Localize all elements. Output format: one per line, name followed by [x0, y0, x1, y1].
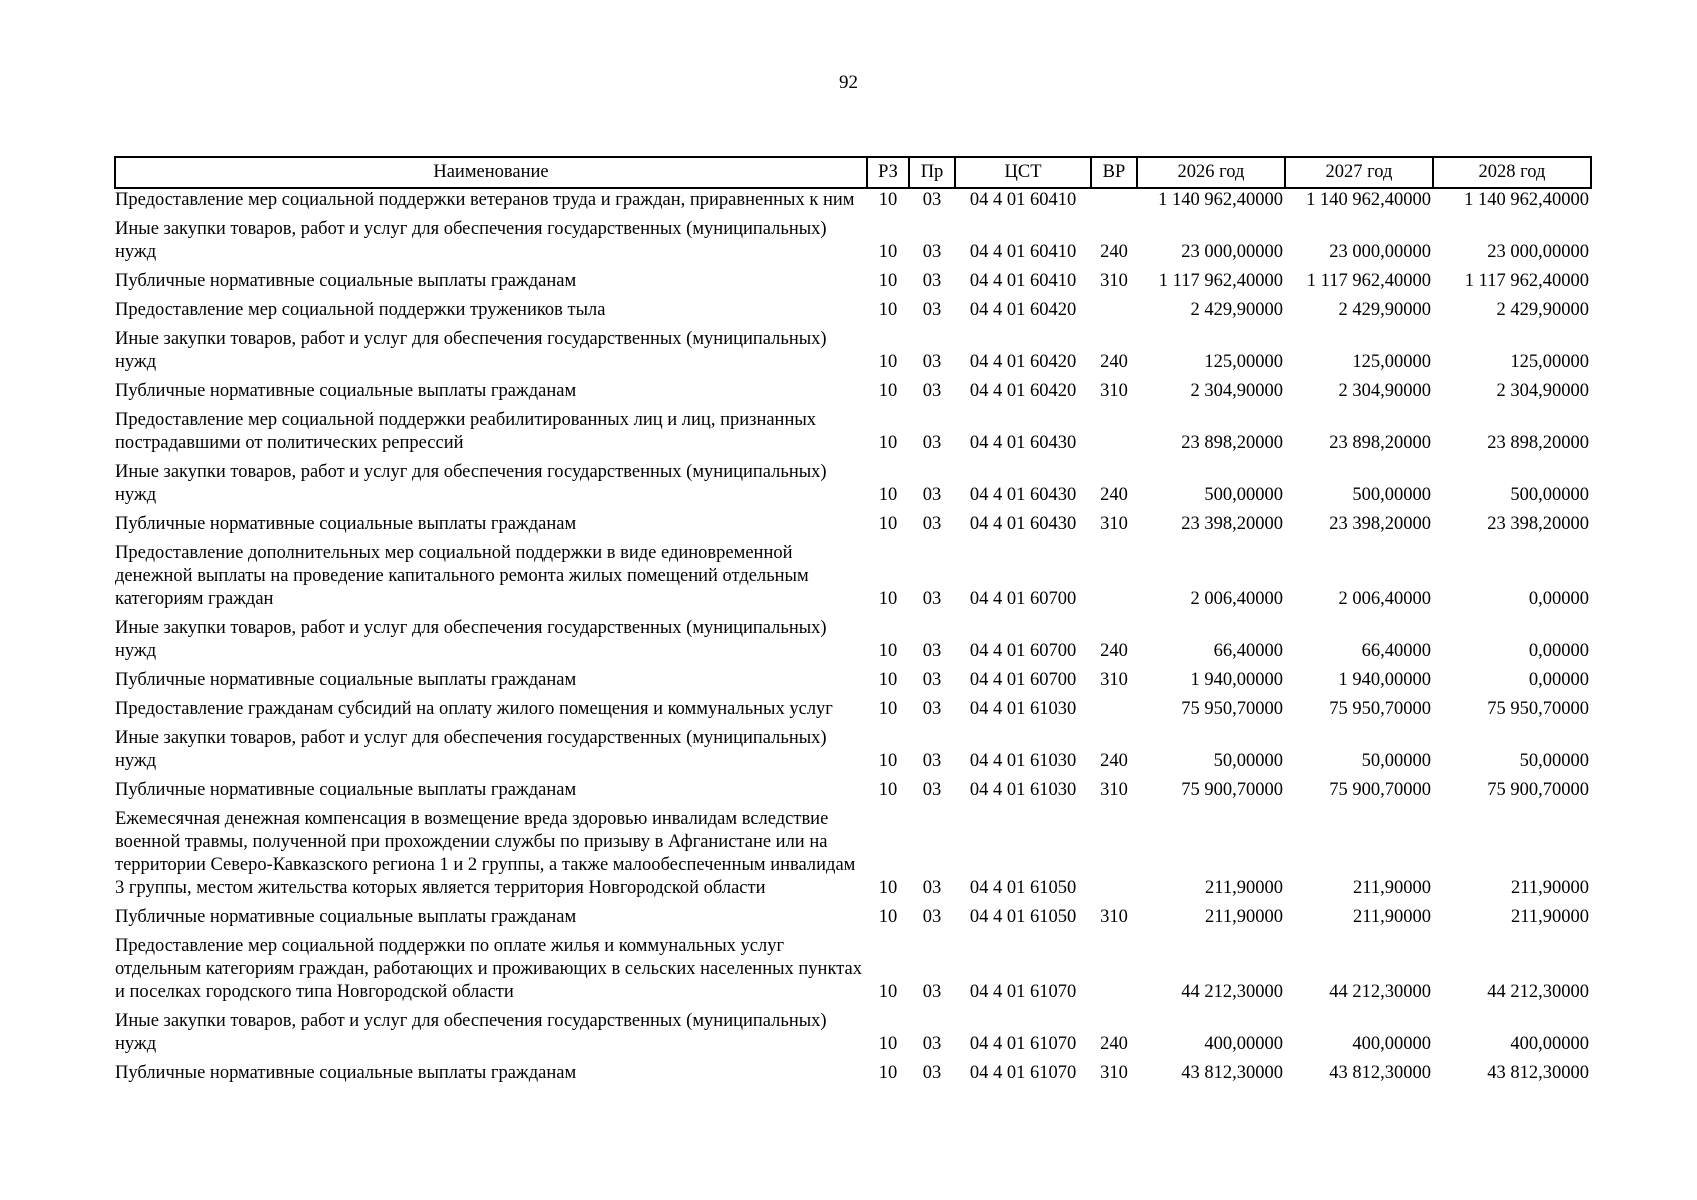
cell-vr: 310: [1100, 1063, 1128, 1083]
header-cst: ЦСТ: [955, 157, 1091, 188]
cell-2027: 66,40000: [1361, 641, 1431, 661]
cell-vr: 310: [1100, 670, 1128, 690]
table-row: [115, 188, 1591, 218]
cell-2026: 75 900,70000: [1181, 780, 1283, 800]
cell-cst: 04 4 01 61030: [969, 751, 1077, 771]
cell-vr: [1091, 409, 1137, 461]
table-row: [115, 299, 1591, 328]
table-row: [115, 270, 1591, 299]
table-row: [115, 669, 1591, 698]
cell-cst: 04 4 01 60420: [969, 352, 1077, 372]
header-2028: 2028 год: [1433, 157, 1591, 188]
cell-pr: 03: [922, 352, 942, 372]
cell-2026: 50,00000: [1213, 751, 1283, 771]
cell-2026: 2 304,90000: [1190, 381, 1283, 401]
cell-2028: 75 900,70000: [1487, 780, 1589, 800]
cell-pr: 03: [922, 271, 942, 291]
cell-vr: 240: [1100, 641, 1128, 661]
cell-cst: 04 4 01 60420: [969, 381, 1077, 401]
cell-2026: 211,90000: [1205, 907, 1283, 927]
cell-vr: [1091, 808, 1137, 906]
cell-2028: 23 398,20000: [1487, 514, 1589, 534]
cell-vr: [1091, 698, 1137, 727]
cell-vr: 310: [1100, 271, 1128, 291]
table-row: [115, 461, 1591, 513]
cell-rz: 10: [878, 589, 898, 609]
table-row: [115, 380, 1591, 409]
cell-name: Публичные нормативные социальные выплаты гражданам: [115, 271, 577, 291]
cell-pr: 03: [922, 589, 942, 609]
cell-cst: 04 4 01 60430: [969, 485, 1077, 505]
table-row: [115, 617, 1591, 669]
cell-2027: 23 398,20000: [1329, 514, 1431, 534]
cell-name: Иные закупки товаров, работ и услуг для обеспечения государственных (муниципальных) нужд: [115, 1011, 827, 1054]
table-row: [115, 409, 1591, 461]
cell-2027: 2 006,40000: [1338, 589, 1431, 609]
header-2027: 2027 год: [1285, 157, 1433, 188]
cell-name: Иные закупки товаров, работ и услуг для обеспечения государственных (муниципальных) нужд: [115, 618, 827, 661]
cell-cst: 04 4 01 60430: [969, 433, 1077, 453]
cell-2027: 1 940,00000: [1338, 670, 1431, 690]
cell-2028: 1 140 962,40000: [1464, 190, 1589, 210]
cell-2026: 211,90000: [1205, 878, 1283, 898]
cell-vr: 310: [1100, 907, 1128, 927]
cell-vr: [1091, 188, 1137, 218]
cell-pr: 03: [922, 300, 942, 320]
cell-name: Публичные нормативные социальные выплаты гражданам: [115, 1063, 577, 1083]
cell-name: Иные закупки товаров, работ и услуг для обеспечения государственных (муниципальных) нужд: [115, 329, 827, 372]
cell-rz: 10: [878, 1063, 898, 1083]
cell-rz: 10: [878, 780, 898, 800]
cell-pr: 03: [922, 878, 942, 898]
cell-cst: 04 4 01 60410: [969, 190, 1077, 210]
table-body: [115, 188, 1591, 1091]
cell-2028: 2 304,90000: [1496, 381, 1589, 401]
cell-name: Ежемесячная денежная компенсация в возмещение вреда здоровью инвалидам вследствие военной травмы, полученной при прохождении службы по призыву в Афганистане или на территории Северо-Кавказского региона 1 и 2 группы, а также малообеспеченным инвалидам 3 группы, местом жительства которых является территория Новгородской области: [115, 809, 856, 898]
cell-name: Иные закупки товаров, работ и услуг для обеспечения государственных (муниципальных) нужд: [115, 728, 827, 771]
table-row: [115, 727, 1591, 779]
cell-name: Предоставление дополнительных мер социальной поддержки в виде единовременной денежной выплаты на проведение капитального ремонта жилых помещений отдельным категориям граждан: [115, 543, 809, 609]
cell-pr: 03: [922, 1034, 942, 1054]
cell-pr: 03: [922, 433, 942, 453]
cell-2027: 43 812,30000: [1329, 1063, 1431, 1083]
cell-name: Публичные нормативные социальные выплаты гражданам: [115, 780, 577, 800]
cell-vr: 310: [1100, 381, 1128, 401]
cell-name: Публичные нормативные социальные выплаты гражданам: [115, 381, 577, 401]
cell-2028: 0,00000: [1528, 670, 1589, 690]
cell-rz: 10: [878, 1034, 898, 1054]
cell-2028: 0,00000: [1528, 641, 1589, 661]
cell-2027: 211,90000: [1353, 907, 1431, 927]
cell-cst: 04 4 01 60700: [969, 670, 1077, 690]
cell-2027: 50,00000: [1361, 751, 1431, 771]
cell-rz: 10: [878, 433, 898, 453]
cell-cst: 04 4 01 61030: [969, 699, 1077, 719]
header-2026: 2026 год: [1137, 157, 1285, 188]
cell-rz: 10: [878, 514, 898, 534]
cell-name: Публичные нормативные социальные выплаты гражданам: [115, 907, 577, 927]
table-row: [115, 328, 1591, 380]
cell-cst: 04 4 01 60420: [969, 300, 1077, 320]
cell-name: Иные закупки товаров, работ и услуг для обеспечения государственных (муниципальных) нужд: [115, 462, 827, 505]
cell-2026: 125,00000: [1204, 352, 1283, 372]
cell-pr: 03: [922, 907, 942, 927]
header-vr: ВР: [1091, 157, 1137, 188]
cell-name: Публичные нормативные социальные выплаты гражданам: [115, 514, 577, 534]
cell-cst: 04 4 01 60430: [969, 514, 1077, 534]
cell-2026: 43 812,30000: [1181, 1063, 1283, 1083]
cell-rz: 10: [878, 670, 898, 690]
cell-2028: 23 898,20000: [1487, 433, 1589, 453]
cell-2027: 44 212,30000: [1329, 982, 1431, 1002]
cell-name: Предоставление мер социальной поддержки тружеников тыла: [115, 300, 606, 320]
cell-2028: 400,00000: [1510, 1034, 1589, 1054]
cell-2026: 2 429,90000: [1190, 300, 1283, 320]
cell-rz: 10: [878, 190, 898, 210]
cell-2027: 75 900,70000: [1329, 780, 1431, 800]
cell-2028: 75 950,70000: [1487, 699, 1589, 719]
cell-cst: 04 4 01 61050: [969, 907, 1077, 927]
cell-rz: 10: [878, 300, 898, 320]
cell-pr: 03: [922, 982, 942, 1002]
cell-vr: [1091, 935, 1137, 1010]
cell-rz: 10: [878, 485, 898, 505]
cell-pr: 03: [922, 699, 942, 719]
cell-2027: 211,90000: [1353, 878, 1431, 898]
cell-2028: 23 000,00000: [1487, 242, 1589, 262]
cell-2027: 23 000,00000: [1329, 242, 1431, 262]
cell-name: Предоставление мер социальной поддержки ветеранов труда и граждан, приравненных к ним: [115, 190, 855, 210]
cell-cst: 04 4 01 61070: [969, 1063, 1077, 1083]
cell-2026: 1 940,00000: [1190, 670, 1283, 690]
table-row: [115, 808, 1591, 906]
cell-name: Предоставление мер социальной поддержки по оплате жилья и коммунальных услуг отдельным категориям граждан, работающих и проживающих в сельских населенных пунктах и поселках городского типа Новгородской области: [115, 936, 862, 1002]
cell-pr: 03: [922, 670, 942, 690]
cell-2028: 125,00000: [1510, 352, 1589, 372]
cell-vr: 240: [1100, 751, 1128, 771]
cell-pr: 03: [922, 641, 942, 661]
cell-rz: 10: [878, 699, 898, 719]
cell-2027: 75 950,70000: [1329, 699, 1431, 719]
table-row: [115, 218, 1591, 270]
cell-pr: 03: [922, 780, 942, 800]
cell-2027: 2 429,90000: [1338, 300, 1431, 320]
cell-vr: 310: [1100, 514, 1128, 534]
cell-vr: 310: [1100, 780, 1128, 800]
cell-name: Предоставление мер социальной поддержки реабилитированных лиц и лиц, признанных пострадавшими от политических репрессий: [115, 410, 817, 453]
cell-2027: 1 117 962,40000: [1306, 271, 1431, 291]
cell-cst: 04 4 01 61030: [969, 780, 1077, 800]
cell-2028: 2 429,90000: [1496, 300, 1589, 320]
cell-cst: 04 4 01 61070: [969, 1034, 1077, 1054]
cell-rz: 10: [878, 242, 898, 262]
cell-name: Предоставление гражданам субсидий на оплату жилого помещения и коммунальных услуг: [115, 699, 833, 719]
cell-rz: 10: [878, 907, 898, 927]
cell-2027: 400,00000: [1352, 1034, 1431, 1054]
header-name: Наименование: [115, 157, 867, 188]
cell-2026: 500,00000: [1204, 485, 1283, 505]
cell-2027: 23 898,20000: [1329, 433, 1431, 453]
cell-name: Иные закупки товаров, работ и услуг для обеспечения государственных (муниципальных) нужд: [115, 219, 827, 262]
cell-2028: 1 117 962,40000: [1464, 271, 1589, 291]
cell-pr: 03: [922, 485, 942, 505]
header-row: [115, 157, 1591, 188]
table-row: [115, 698, 1591, 727]
cell-pr: 03: [922, 751, 942, 771]
header-pr: Пр: [909, 157, 955, 188]
table-row: [115, 906, 1591, 935]
cell-2026: 66,40000: [1213, 641, 1283, 661]
cell-cst: 04 4 01 60410: [969, 271, 1077, 291]
cell-2027: 125,00000: [1352, 352, 1431, 372]
cell-pr: 03: [922, 1063, 942, 1083]
cell-pr: 03: [922, 190, 942, 210]
cell-vr: 240: [1100, 1034, 1128, 1054]
cell-2026: 1 140 962,40000: [1158, 190, 1283, 210]
table-row: [115, 542, 1591, 617]
cell-vr: [1091, 542, 1137, 617]
cell-pr: 03: [922, 381, 942, 401]
cell-2026: 23 398,20000: [1181, 514, 1283, 534]
cell-pr: 03: [922, 242, 942, 262]
cell-2026: 23 000,00000: [1181, 242, 1283, 262]
cell-rz: 10: [878, 751, 898, 771]
table-header: [115, 157, 1591, 188]
table-row: [115, 935, 1591, 1010]
cell-rz: 10: [878, 381, 898, 401]
table-row: [115, 1010, 1591, 1062]
header-rz: РЗ: [867, 157, 909, 188]
cell-vr: [1091, 299, 1137, 328]
cell-2026: 75 950,70000: [1181, 699, 1283, 719]
cell-2027: 2 304,90000: [1338, 381, 1431, 401]
cell-vr: 240: [1100, 242, 1128, 262]
cell-2027: 500,00000: [1352, 485, 1431, 505]
cell-2026: 1 117 962,40000: [1158, 271, 1283, 291]
cell-cst: 04 4 01 60410: [969, 242, 1077, 262]
cell-pr: 03: [922, 514, 942, 534]
cell-2026: 44 212,30000: [1181, 982, 1283, 1002]
table-row: [115, 513, 1591, 542]
cell-2028: 211,90000: [1511, 878, 1589, 898]
table-row: [115, 779, 1591, 808]
cell-2026: 400,00000: [1204, 1034, 1283, 1054]
cell-2028: 43 812,30000: [1487, 1063, 1589, 1083]
cell-rz: 10: [878, 271, 898, 291]
cell-cst: 04 4 01 60700: [969, 641, 1077, 661]
cell-2026: 23 898,20000: [1181, 433, 1283, 453]
cell-rz: 10: [878, 878, 898, 898]
cell-2028: 50,00000: [1519, 751, 1589, 771]
cell-vr: 240: [1100, 485, 1128, 505]
cell-2026: 2 006,40000: [1190, 589, 1283, 609]
cell-2028: 211,90000: [1511, 907, 1589, 927]
cell-name: Публичные нормативные социальные выплаты гражданам: [115, 670, 577, 690]
budget-table: [114, 156, 1592, 1091]
cell-2028: 500,00000: [1510, 485, 1589, 505]
cell-2028: 0,00000: [1528, 589, 1589, 609]
cell-rz: 10: [878, 641, 898, 661]
cell-cst: 04 4 01 60700: [969, 589, 1077, 609]
table-row: [115, 1062, 1591, 1091]
cell-2027: 1 140 962,40000: [1306, 190, 1431, 210]
cell-2028: 44 212,30000: [1487, 982, 1589, 1002]
page-number: 92: [839, 72, 858, 93]
cell-vr: 240: [1100, 352, 1128, 372]
cell-cst: 04 4 01 61070: [969, 982, 1077, 1002]
cell-rz: 10: [878, 982, 898, 1002]
cell-rz: 10: [878, 352, 898, 372]
cell-cst: 04 4 01 61050: [969, 878, 1077, 898]
